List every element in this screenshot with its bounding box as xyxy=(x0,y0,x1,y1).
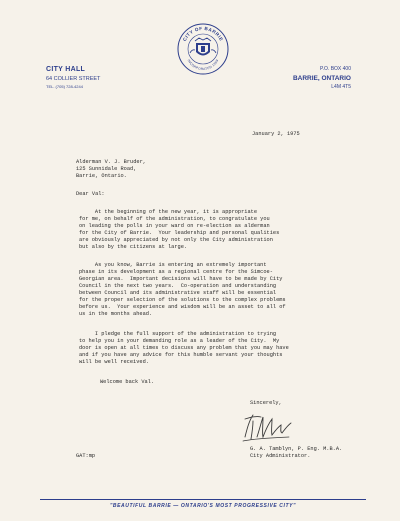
svg-text:INCORPORATED 1959: INCORPORATED 1959 xyxy=(186,58,220,72)
paragraph-line: door is open at all times to discuss any problem that you may have xyxy=(79,345,289,351)
city-province: BARRIE, ONTARIO xyxy=(292,75,351,82)
paragraph-line: are obviously appreciated by not only the City administration xyxy=(79,237,273,243)
city-hall-label: CITY HALL xyxy=(46,66,86,73)
paragraph-line: At the beginning of the new year, it is appropriate xyxy=(79,209,258,215)
closing-line: Welcome back Val. xyxy=(100,379,155,385)
paragraph-line: us in the months ahead. xyxy=(79,311,153,317)
typist-initials: GAT:mp xyxy=(76,453,96,459)
paragraph-line: before us. Your experience and wisdom will be an asset to all of xyxy=(79,304,286,310)
paragraph-line: for the City of Barrie. Your leadership and personal qualities xyxy=(79,230,280,236)
postal-code: L4M 4T5 xyxy=(331,84,351,90)
handwritten-signature-icon xyxy=(239,407,295,445)
signer-title: City Administrator. xyxy=(250,453,311,459)
paragraph-line: for me, on behalf of the administration, to congratulate you xyxy=(79,216,270,222)
city-hall-address: 64 COLLIER STREET xyxy=(46,76,101,82)
paragraph-line: to help you in your demanding role as a leader of the City. My xyxy=(79,338,280,344)
paragraph-line: As you know, Barrie is entering an extremely important xyxy=(79,262,267,268)
letter-date: January 2, 1975 xyxy=(252,131,300,137)
recipient-line: Barrie, Ontario. xyxy=(76,173,127,179)
paragraph-line: on leading the polls in your ward on re-election as alderman xyxy=(79,223,270,229)
paragraph-line: Georgian area. Important decisions will have to be made by City xyxy=(79,276,283,282)
paragraph-line: but also by the citizens at large. xyxy=(79,244,188,250)
po-box: P.O. BOX 400 xyxy=(319,66,351,72)
paragraph-line: phase in its development as a regional centre for the Simcoe- xyxy=(79,269,273,275)
footer-slogan: "BEAUTIFUL BARRIE — ONTARIO'S MOST PROGRESSIVE CITY" xyxy=(109,503,297,509)
paragraph-line: Council in the next two years. Co-operation and understanding xyxy=(79,283,277,289)
recipient-line: Alderman V. J. Bruder, xyxy=(76,159,146,165)
paragraph-line: between Council and its administrative staff will be essential xyxy=(79,290,277,296)
sign-off: Sincerely, xyxy=(250,400,282,406)
paragraph-line: for the proper selection of the solutions to the complex problems xyxy=(79,297,286,303)
paragraph-line: will be well received. xyxy=(79,359,149,365)
footer-divider xyxy=(40,499,366,500)
svg-text:CITY OF BARRIE: CITY OF BARRIE xyxy=(181,25,225,42)
salutation: Dear Val: xyxy=(76,191,105,197)
paragraph-line: and if you have any advice for this humble servant your thoughts xyxy=(79,352,283,358)
recipient-line: 125 Sunnidale Road, xyxy=(76,166,137,172)
city-hall-phone: TEL. (705) 728-4244 xyxy=(46,84,83,89)
signer-name: G. A. Tamblyn, P. Eng. M.B.A. xyxy=(250,446,343,452)
paragraph-line: I pledge the full support of the administration to trying xyxy=(79,331,277,337)
